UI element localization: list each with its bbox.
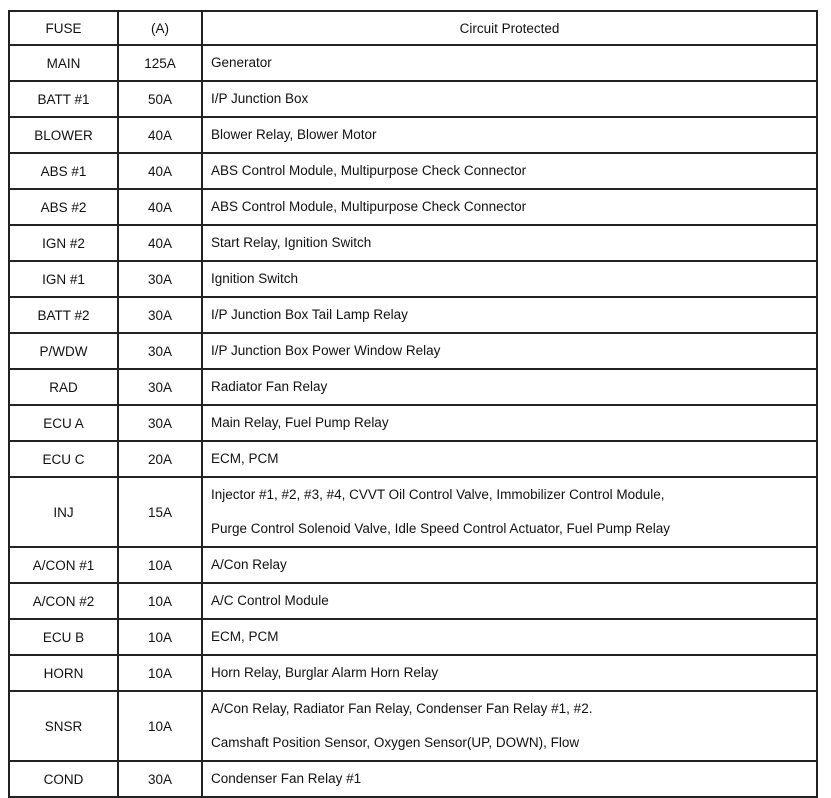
fuse-name: COND — [9, 761, 118, 797]
table-row — [9, 45, 817, 81]
table-row — [9, 225, 817, 261]
fuse-amps: 10A — [118, 691, 202, 761]
circuit-protected — [202, 477, 817, 547]
fuse-name: ECU C — [9, 441, 118, 477]
circuit-protected — [202, 583, 817, 619]
table-row — [9, 153, 817, 189]
table-row — [9, 619, 817, 655]
fuse-amps: 30A — [118, 333, 202, 369]
circuit-protected — [202, 117, 817, 153]
table-row — [9, 583, 817, 619]
circuit-protected — [202, 405, 817, 441]
fuse-name: BATT #2 — [9, 297, 118, 333]
fuse-amps: 10A — [118, 655, 202, 691]
table-row — [9, 81, 817, 117]
fuse-name: ECU A — [9, 405, 118, 441]
fuse-amps: 15A — [118, 477, 202, 547]
header-circuit: Circuit Protected — [202, 11, 817, 45]
fuse-name: P/WDW — [9, 333, 118, 369]
circuit-line: Camshaft Position Sensor, Oxygen Sensor(UP, DOWN), Flow — [211, 735, 580, 750]
circuit-line: I/P Junction Box Power Window Relay — [211, 343, 441, 358]
circuit-line: ECM, PCM — [211, 451, 279, 466]
fuse-table — [8, 10, 818, 798]
table-row — [9, 333, 817, 369]
circuit-protected — [202, 153, 817, 189]
circuit-protected — [202, 225, 817, 261]
circuit-line: ABS Control Module, Multipurpose Check Connector — [211, 199, 527, 214]
table-row — [9, 369, 817, 405]
circuit-protected — [202, 369, 817, 405]
fuse-name: HORN — [9, 655, 118, 691]
circuit-protected — [202, 655, 817, 691]
circuit-protected — [202, 45, 817, 81]
table-row — [9, 261, 817, 297]
table-row — [9, 441, 817, 477]
fuse-amps: 10A — [118, 583, 202, 619]
table-body — [9, 45, 817, 797]
fuse-name: IGN #2 — [9, 225, 118, 261]
circuit-line: ECM, PCM — [211, 629, 279, 644]
fuse-amps: 40A — [118, 225, 202, 261]
fuse-amps: 125A — [118, 45, 202, 81]
fuse-amps: 30A — [118, 369, 202, 405]
circuit-line: Horn Relay, Burglar Alarm Horn Relay — [211, 665, 439, 680]
header-fuse: FUSE — [9, 11, 118, 45]
circuit-line: Start Relay, Ignition Switch — [211, 235, 372, 250]
table-row — [9, 655, 817, 691]
fuse-name: BATT #1 — [9, 81, 118, 117]
fuse-amps: 50A — [118, 81, 202, 117]
circuit-protected — [202, 297, 817, 333]
circuit-line: A/Con Relay — [211, 557, 287, 572]
fuse-name: A/CON #1 — [9, 547, 118, 583]
fuse-name: A/CON #2 — [9, 583, 118, 619]
fuse-amps: 30A — [118, 261, 202, 297]
circuit-line: Ignition Switch — [211, 271, 299, 286]
circuit-line: A/Con Relay, Radiator Fan Relay, Condenser Fan Relay #1, #2. — [211, 701, 593, 716]
circuit-line: I/P Junction Box Tail Lamp Relay — [211, 307, 408, 322]
table-row — [9, 117, 817, 153]
circuit-protected — [202, 547, 817, 583]
circuit-line: Main Relay, Fuel Pump Relay — [211, 415, 389, 430]
fuse-name: INJ — [9, 477, 118, 547]
fuse-name: ECU B — [9, 619, 118, 655]
fuse-name: RAD — [9, 369, 118, 405]
circuit-protected — [202, 81, 817, 117]
table-row — [9, 547, 817, 583]
circuit-line: I/P Junction Box — [211, 91, 309, 106]
fuse-name: SNSR — [9, 691, 118, 761]
fuse-amps: 30A — [118, 297, 202, 333]
fuse-amps: 20A — [118, 441, 202, 477]
header-amps: (A) — [118, 11, 202, 45]
circuit-protected — [202, 761, 817, 797]
fuse-name: MAIN — [9, 45, 118, 81]
circuit-line: ABS Control Module, Multipurpose Check Connector — [211, 163, 527, 178]
table-row — [9, 189, 817, 225]
table-row — [9, 691, 817, 761]
header-row — [9, 11, 817, 45]
table-row — [9, 297, 817, 333]
fuse-amps: 40A — [118, 189, 202, 225]
circuit-line: Purge Control Solenoid Valve, Idle Speed Control Actuator, Fuel Pump Relay — [211, 521, 671, 536]
circuit-line: Generator — [211, 55, 272, 70]
fuse-name: ABS #2 — [9, 189, 118, 225]
circuit-protected — [202, 189, 817, 225]
fuse-amps: 30A — [118, 405, 202, 441]
fuse-name: BLOWER — [9, 117, 118, 153]
table-row — [9, 405, 817, 441]
circuit-line: A/C Control Module — [211, 593, 329, 608]
fuse-amps: 40A — [118, 153, 202, 189]
fuse-amps: 40A — [118, 117, 202, 153]
fuse-name: ABS #1 — [9, 153, 118, 189]
fuse-name: IGN #1 — [9, 261, 118, 297]
circuit-protected — [202, 261, 817, 297]
fuse-amps: 30A — [118, 761, 202, 797]
circuit-line: Injector #1, #2, #3, #4, CVVT Oil Control Valve, Immobilizer Control Module, — [211, 487, 665, 502]
fuse-amps: 10A — [118, 619, 202, 655]
circuit-line: Condenser Fan Relay #1 — [211, 771, 362, 786]
circuit-protected — [202, 333, 817, 369]
table-row — [9, 761, 817, 797]
fuse-amps: 10A — [118, 547, 202, 583]
circuit-protected — [202, 619, 817, 655]
table-row — [9, 477, 817, 547]
circuit-line: Radiator Fan Relay — [211, 379, 328, 394]
circuit-protected — [202, 691, 817, 761]
circuit-protected — [202, 441, 817, 477]
circuit-line: Blower Relay, Blower Motor — [211, 127, 377, 142]
